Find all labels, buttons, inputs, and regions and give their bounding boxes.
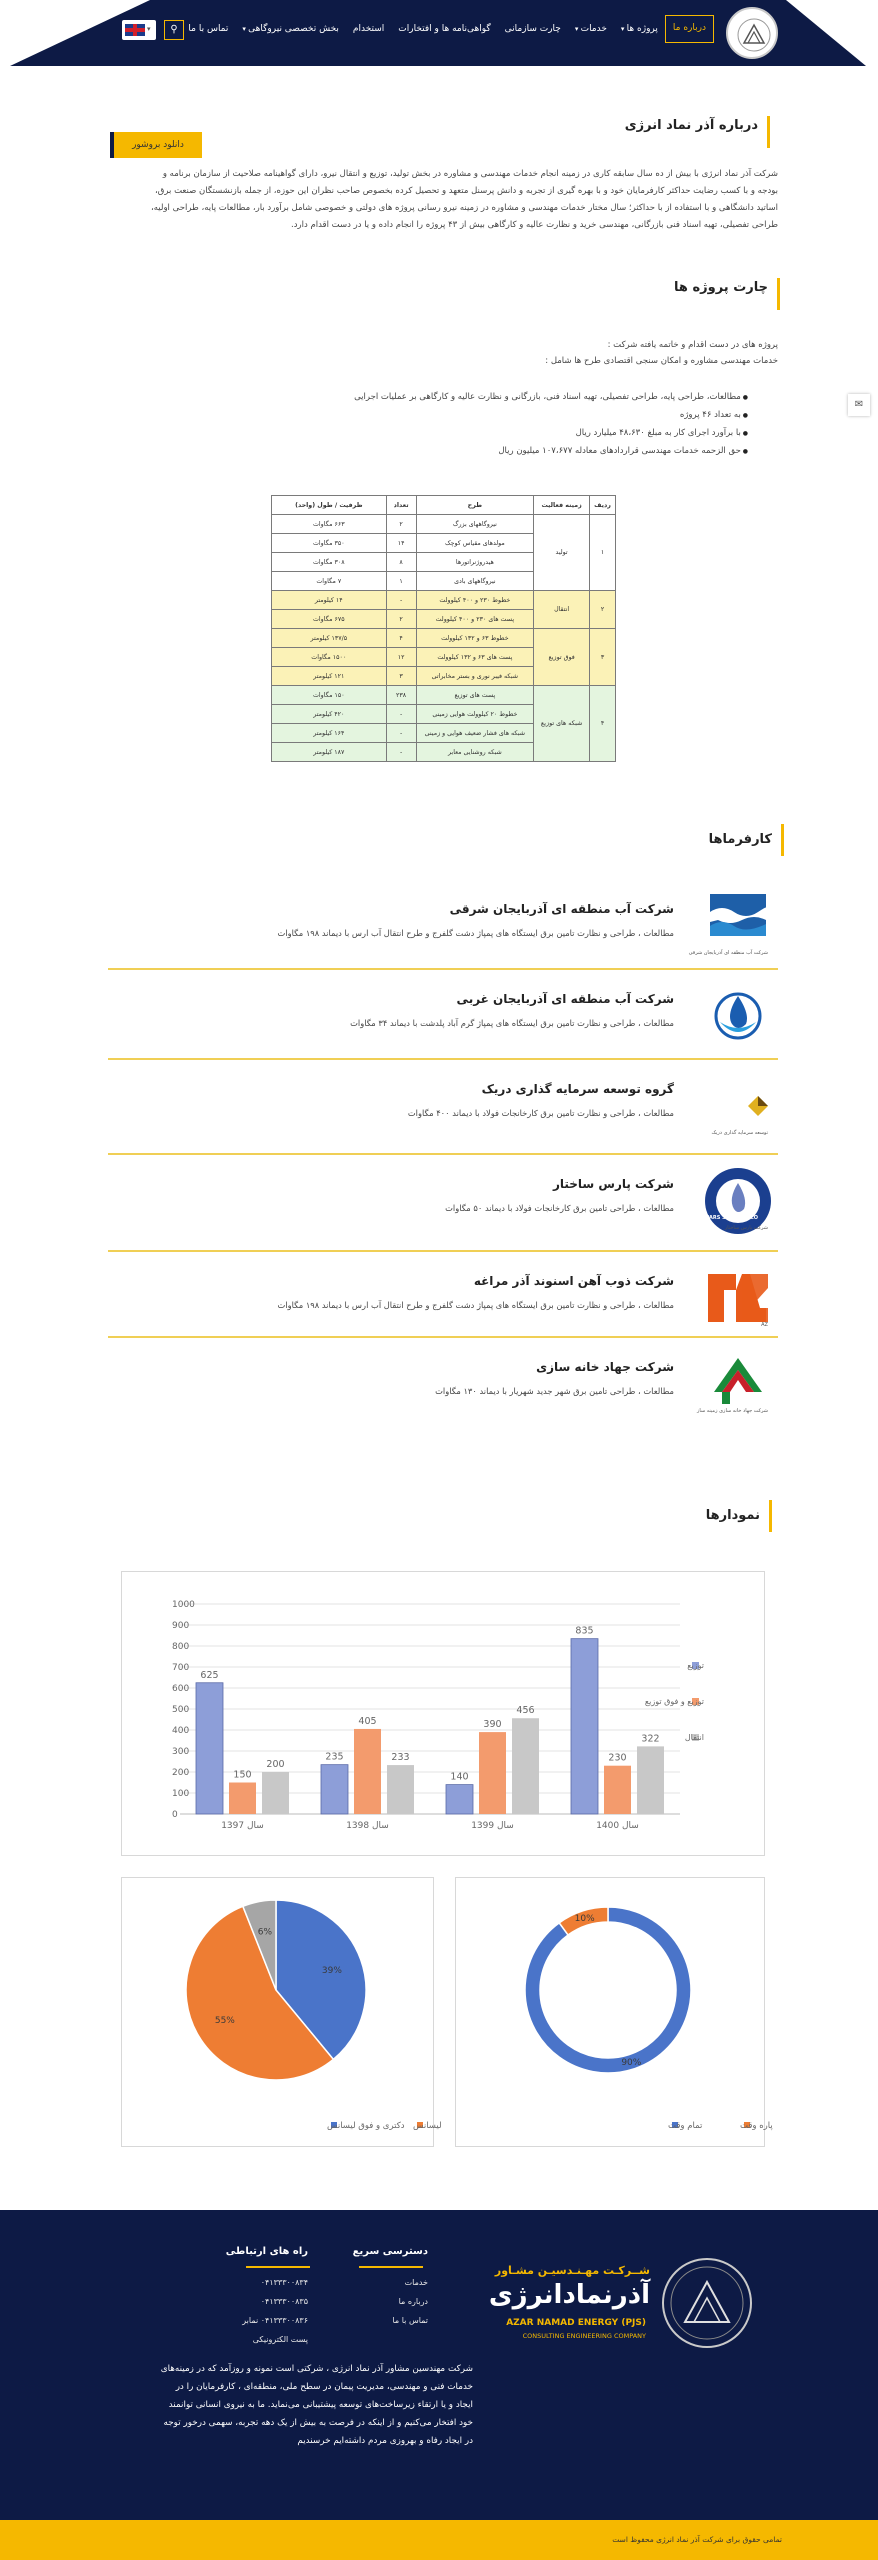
table-cell: ۱۵۰۰ مگاوات	[272, 648, 387, 667]
nav-item[interactable]: پروژه ها ▾	[614, 15, 665, 43]
pie-value-label: 55%	[214, 2016, 235, 2027]
projects-table	[271, 495, 616, 762]
client-divider	[108, 1153, 778, 1155]
graphs-title: نمودارها	[705, 1508, 760, 1523]
copyright-text: تمامی حقوق برای شرکت آذر نماد انرژی محفوظ است	[612, 2535, 782, 2544]
client-desc: مطالعات ، طراحی و نظارت تامین برق ایستگاه های پمپاژ گرم آباد پلدشت با دیماند ۳۴ مگاوات	[350, 1018, 674, 1028]
table-cell: ۱۳۷/۵ کیلومتر	[272, 629, 387, 648]
table-cell: خطوط ۶۳ و ۱۳۲ کیلوولت	[416, 629, 534, 648]
client-logo-caption: شرکت پارس ساختار	[724, 1225, 768, 1231]
pie-slice	[525, 1907, 691, 2073]
bar-value-label: 835	[575, 1625, 594, 1637]
contact-item[interactable]: ۰۴۱۳۳۳۰۰۸۳۶ نمابر	[242, 2316, 308, 2325]
table-cell: ۱۸۷ کیلومتر	[272, 743, 387, 762]
about-title: درباره آذر نماد انرژی	[624, 118, 758, 133]
table-cell: -	[386, 724, 416, 743]
table-cell: -	[386, 705, 416, 724]
y-tick-label: 500	[172, 1705, 190, 1715]
table-cell: ۳	[386, 667, 416, 686]
bar-value-label: 456	[516, 1705, 535, 1717]
footer-about-line: شرکت مهندسین مشاور آذر نماد انرژی ، شرکتی است نمونه و روزآمد که در زمینه‌های	[160, 2364, 473, 2374]
client-desc: مطالعات ، طراحی و نظارت تامین برق ایستگاه های پمپاژ دشت گلفرج و طرح انتقال آب ارس با دیماند ۱۹۸ مگاوات	[277, 1300, 674, 1310]
footer-about-line: ایجاد و یا ارتقاء زیرساخت‌های توسعه پیشتیبانی می‌نماید. ما به نیروی انسانی توانمند	[168, 2400, 473, 2410]
table-header-cell: تعداد	[386, 496, 416, 515]
bar	[262, 1772, 289, 1814]
table-header-cell: زمینه فعالیت	[534, 496, 590, 515]
table-cell-field: انتقال	[534, 591, 590, 629]
table-cell: ۳۵۰ مگاوات	[272, 534, 387, 553]
footer-logo	[660, 2256, 754, 2350]
clients-title: کارفرماها	[708, 832, 772, 847]
y-tick-label: 200	[172, 1768, 190, 1778]
table-cell: ۲	[386, 515, 416, 534]
bar-value-label: 390	[483, 1719, 502, 1731]
site-header	[10, 0, 866, 66]
table-cell: ۱۴	[386, 534, 416, 553]
nav-item[interactable]: استخدام	[352, 24, 385, 34]
bar-chart	[120, 1572, 764, 1857]
table-cell: ۱۵۰ مگاوات	[272, 686, 387, 705]
mail-icon[interactable]: ✉	[848, 394, 870, 416]
table-cell-field: فوق توزیع	[534, 629, 590, 686]
table-cell: ۲۳۸	[386, 686, 416, 705]
client-divider	[108, 968, 778, 970]
nav-item[interactable]: خدمات ▾	[568, 15, 614, 43]
table-cell: شبکه های فشار ضعیف هوایی و زمینی	[416, 724, 534, 743]
bar	[387, 1765, 414, 1814]
table-cell: ۳۰۸ مگاوات	[272, 553, 387, 572]
footer-about-line: در ایجاد رفاه و بهروزی مردم داشته‌ایم خرسندیم	[297, 2436, 473, 2446]
footer-company-en-sub: CONSULTING ENGINEERING COMPANY	[522, 2332, 646, 2340]
footer-company-name: آذرنمادانرژی	[488, 2280, 650, 2310]
footer-about-line: خود افتخار می‌کنیم و از اینکه در فرصت به بیش از یک دهه تجربه، سهمی درخور توجه	[163, 2418, 473, 2428]
table-header-cell: ظرفیت / طول (واحد)	[272, 496, 387, 515]
x-tick-label: سال 1398	[346, 1821, 389, 1831]
client-logo-caption: AZ	[761, 1322, 768, 1328]
table-cell: خطوط ۲۳۰ و ۴۰۰ کیلوولت	[416, 591, 534, 610]
nav-item[interactable]: تماس با ما	[188, 24, 229, 34]
y-tick-label: 0	[172, 1810, 178, 1820]
table-row	[272, 515, 616, 534]
bar-value-label: 322	[641, 1733, 660, 1745]
table-cell: پست های ۶۳ و ۱۳۲ کیلوولت	[416, 648, 534, 667]
bar-value-label: 625	[200, 1669, 219, 1681]
bullet-item: ● به تعداد ۴۶ پروژه	[680, 410, 748, 420]
bar-value-label: 233	[391, 1752, 410, 1764]
about-line: شرکت آذر نماد انرژی با بیش از ده سال سابقه کاری در زمینه انجام خدمات مهندسی و مشاوره در بخش تولید، توزیع و انتقال نیرو، دارای گواهینامه صلاحیت از سازمان برنامه و	[162, 169, 778, 179]
nav-item[interactable]: درباره ما	[665, 15, 714, 43]
table-cell-num: ۲	[590, 591, 616, 629]
donut-chart-employment-box	[455, 1877, 773, 2147]
pie-value-label: 39%	[321, 1965, 342, 1976]
bar	[512, 1718, 539, 1814]
legend-label: لیسانس	[413, 2121, 442, 2131]
main-nav	[181, 14, 714, 44]
contact-title: راه های ارتباطی	[225, 2246, 308, 2257]
client-logo-caption: شرکت جهاد خانه سازی زمینه ساز	[697, 1408, 768, 1414]
bar	[479, 1732, 506, 1814]
table-cell: ۴۲۰ کیلومتر	[272, 705, 387, 724]
table-cell: ۱۲	[386, 648, 416, 667]
nav-item[interactable]: گواهی‌نامه ها و افتخارات	[398, 24, 491, 34]
x-tick-label: سال 1400	[596, 1821, 639, 1831]
client-logo-caption-en: PARS SAKHTAR CO.	[703, 1215, 758, 1221]
table-cell: ۲	[386, 610, 416, 629]
table-cell: -	[386, 743, 416, 762]
y-tick-label: 300	[172, 1747, 190, 1757]
bar-value-label: 150	[233, 1769, 252, 1781]
footer-company-small: شــرکـت مهـنـدسیـن مشـاور	[494, 2264, 650, 2277]
client-desc: مطالعات ، طراحی و نظارت تامین برق ایستگاه های پمپاژ دشت گلفرج و طرح انتقال آب ارس با دیماند ۱۹۸ مگاوات	[277, 928, 674, 938]
table-cell: ۱۴ کیلومتر	[272, 591, 387, 610]
table-cell: نیروگاههای بادی	[416, 572, 534, 591]
table-cell: نیروگاههای بزرگ	[416, 515, 534, 534]
bar	[321, 1765, 348, 1814]
table-cell: پست های ۲۳۰ و ۴۰۰ کیلوولت	[416, 610, 534, 629]
language-switch[interactable]	[122, 20, 156, 40]
contact-item[interactable]: پست الکترونیکی	[252, 2335, 308, 2344]
nav-item[interactable]: بخش تخصصی نیروگاهی ▾	[235, 15, 346, 43]
y-tick-label: 100	[172, 1789, 190, 1799]
quick-link[interactable]: تماس با ما	[392, 2316, 428, 2325]
table-cell: پست های توزیع	[416, 686, 534, 705]
bar-value-label: 140	[450, 1771, 469, 1783]
chart-section-title: چارت پروژه ها	[674, 280, 768, 295]
y-tick-label: 1000	[172, 1600, 195, 1610]
table-row	[272, 629, 616, 648]
client-desc: مطالعات ، طراحی تامین برق شهر جدید شهریار با دیماند ۱۳۰ مگاوات	[435, 1386, 674, 1396]
y-tick-label: 600	[172, 1684, 190, 1694]
chevron-down-icon: ▾	[147, 25, 151, 33]
bar-value-label: 230	[608, 1752, 627, 1764]
contact-item[interactable]: ۰۴۱۳۳۳۰۰۸۳۴	[260, 2278, 308, 2287]
table-cell: ۴	[386, 629, 416, 648]
client-name: شرکت جهاد خانه سازی	[536, 1360, 674, 1374]
chart-intro-2: خدمات مهندسی مشاوره و امکان سنجی اقتصادی طرح ها شامل :	[545, 356, 778, 366]
table-row	[272, 686, 616, 705]
client-name: گروه توسعه سرمایه گذاری دریک	[481, 1082, 674, 1096]
table-cell-num: ۳	[590, 629, 616, 686]
table-cell: مولدهای مقیاس کوچک	[416, 534, 534, 553]
client-name: شرکت پارس ساختار	[552, 1177, 674, 1191]
client-divider	[108, 1336, 778, 1338]
table-cell: ۶۶۳ مگاوات	[272, 515, 387, 534]
client-divider	[108, 1058, 778, 1060]
y-tick-label: 400	[172, 1726, 190, 1736]
table-cell: هیدروژنراتورها	[416, 553, 534, 572]
table-cell-num: ۴	[590, 686, 616, 762]
table-header-cell: طرح	[416, 496, 534, 515]
legend-label: پاره وقت	[740, 2121, 773, 2131]
site-logo[interactable]	[726, 7, 778, 59]
quick-access-title: دسترسی سریع	[352, 2246, 428, 2257]
bar	[446, 1785, 473, 1814]
west-azerbaijan-water-logo	[702, 980, 774, 1052]
pie-value-label: 90%	[621, 2057, 642, 2068]
pie-chart-education-box	[121, 1877, 442, 2147]
table-row	[272, 591, 616, 610]
footer-about-text	[153, 2360, 473, 2450]
footer-company-en: AZAR NAMAD ENERGY (PJS)	[506, 2318, 646, 2328]
bullet-item: ● حق الزحمه خدمات مهندسی قراردادهای معادله ۱۰۷،۶۷۷ میلیون ریال	[498, 446, 748, 456]
legend-label: دکتری و فوق لیسانس	[327, 2121, 405, 2131]
x-tick-label: سال 1397	[221, 1821, 264, 1831]
nav-item[interactable]: چارت سازمانی	[504, 24, 561, 34]
table-cell: ۱۶۴ کیلومتر	[272, 724, 387, 743]
pie-value-label: 6%	[257, 1927, 273, 1938]
bar	[604, 1766, 631, 1814]
table-cell: شبکه روشنایی معابر	[416, 743, 534, 762]
chart-intro-1: پروژه های در دست اقدام و خاتمه یافته شرکت :	[607, 340, 778, 350]
bar	[637, 1746, 664, 1814]
about-line: طراحی تفصیلی، تهیه اسناد فنی بازرگانی، مهندسی خرید و نظارت عالیه و کارگاهی بیش از ۴۳ پروژه را انجام داده و یا در دست اقدام دارد.	[291, 220, 778, 230]
x-tick-label: سال 1399	[471, 1821, 514, 1831]
table-cell: شبکه فیبر نوری و بستر مخابراتی	[416, 667, 534, 686]
table-cell: ۶۷۵ مگاوات	[272, 610, 387, 629]
y-tick-label: 700	[172, 1663, 190, 1673]
table-cell: -	[386, 591, 416, 610]
table-cell-field: شبکه های توزیع	[534, 686, 590, 762]
download-brochure-button[interactable]: دانلود بروشور	[114, 132, 202, 158]
bullet-item: ● مطالعات، طراحی پایه، طراحی تفصیلی، تهیه اسناد فنی، بازرگانی و نظارت عالیه و کارگاهی بر عملیات اجرایی	[354, 392, 748, 402]
bar	[354, 1729, 381, 1814]
client-logo-caption: شرکت آب منطقه ای آذربایجان شرقی	[688, 950, 768, 956]
contact-item[interactable]: ۰۴۱۳۳۳۰۰۸۳۵	[260, 2297, 308, 2306]
about-line: بودجه و با کسب رضایت حداکثر کارفرمایان خود و با بهره گیری از تجربه و دانش پرسنل متعهد و تحصیل کرده بخصوص صاحب نظران این حوزه، از جمله بازنشستگان صنعت برق،	[154, 186, 778, 196]
client-desc: مطالعات ، طراحی و نظارت تامین برق کارخانجات فولاد با دیماند ۴۰۰ مگاوات	[407, 1108, 674, 1118]
pie-chart-education	[120, 1878, 442, 2148]
quick-link[interactable]: خدمات	[404, 2278, 428, 2287]
client-name: شرکت ذوب آهن اسنوند آذر مراغه	[473, 1274, 674, 1288]
bar	[571, 1639, 598, 1814]
client-name: شرکت آب منطقه ای آذربایجان شرقی	[449, 902, 674, 916]
legend-label: انتقال	[684, 1733, 704, 1742]
table-cell: خطوط ۲۰ کیلوولت هوایی زمینی	[416, 705, 534, 724]
bar-value-label: 235	[325, 1751, 344, 1763]
bar	[196, 1683, 223, 1814]
search-icon: ⚲	[170, 24, 178, 35]
bar	[229, 1783, 256, 1815]
table-cell: ۸	[386, 553, 416, 572]
table-cell: ۱۲۱ کیلومتر	[272, 667, 387, 686]
client-name: شرکت آب منطقه ای آذربایجان غربی	[456, 992, 674, 1006]
client-divider	[108, 1250, 778, 1252]
table-cell: ۱	[386, 572, 416, 591]
bullet-item: ● با برآورد اجرای کار به مبلغ ۴۸،۶۳۰ میلیارد ریال	[576, 428, 748, 438]
footer-about-line: خدمات فنی و مهندسی، مدیریت پیمان در سطح ملی، منطقه‌ای ، کارفرمایان را در	[175, 2382, 473, 2392]
bar-value-label: 200	[266, 1759, 285, 1770]
search-button[interactable]	[164, 20, 184, 40]
legend-label: تمام وقت	[668, 2121, 703, 2131]
y-tick-label: 900	[172, 1621, 190, 1631]
legend-label: توزیع و فوق توزیع	[644, 1697, 704, 1706]
about-line: اساتید دانشگاهی و با استفاده از با حداکثر؛ سال مختار خدمات مهندسی و مشاوره در زمینه نیرو رسانی پروژه های دولتی و خصوصی شامل برآورد بار، مطالعات پایه، طراحی اولیه،	[151, 203, 778, 213]
uk-flag-icon	[125, 24, 145, 36]
client-logo-caption: توسعه سرمایه گذاری دریک	[711, 1130, 768, 1136]
quick-link[interactable]: درباره ما	[398, 2297, 428, 2306]
donut-chart-employment	[454, 1878, 773, 2148]
bar-chart-box	[121, 1571, 765, 1856]
table-header-row	[272, 496, 616, 515]
about-text	[98, 166, 778, 234]
table-cell-num: ۱	[590, 515, 616, 591]
client-desc: مطالعات ، طراحی تامین برق کارخانجات فولاد با دیماند ۵۰ مگاوات	[445, 1203, 674, 1213]
table-cell: ۷ مگاوات	[272, 572, 387, 591]
table-cell-field: تولید	[534, 515, 590, 591]
table-header-cell: ردیف	[590, 496, 616, 515]
legend-label: توزیع	[687, 1661, 704, 1670]
pie-value-label: 10%	[574, 1914, 595, 1925]
y-tick-label: 800	[172, 1642, 190, 1652]
bar-value-label: 405	[358, 1715, 377, 1727]
